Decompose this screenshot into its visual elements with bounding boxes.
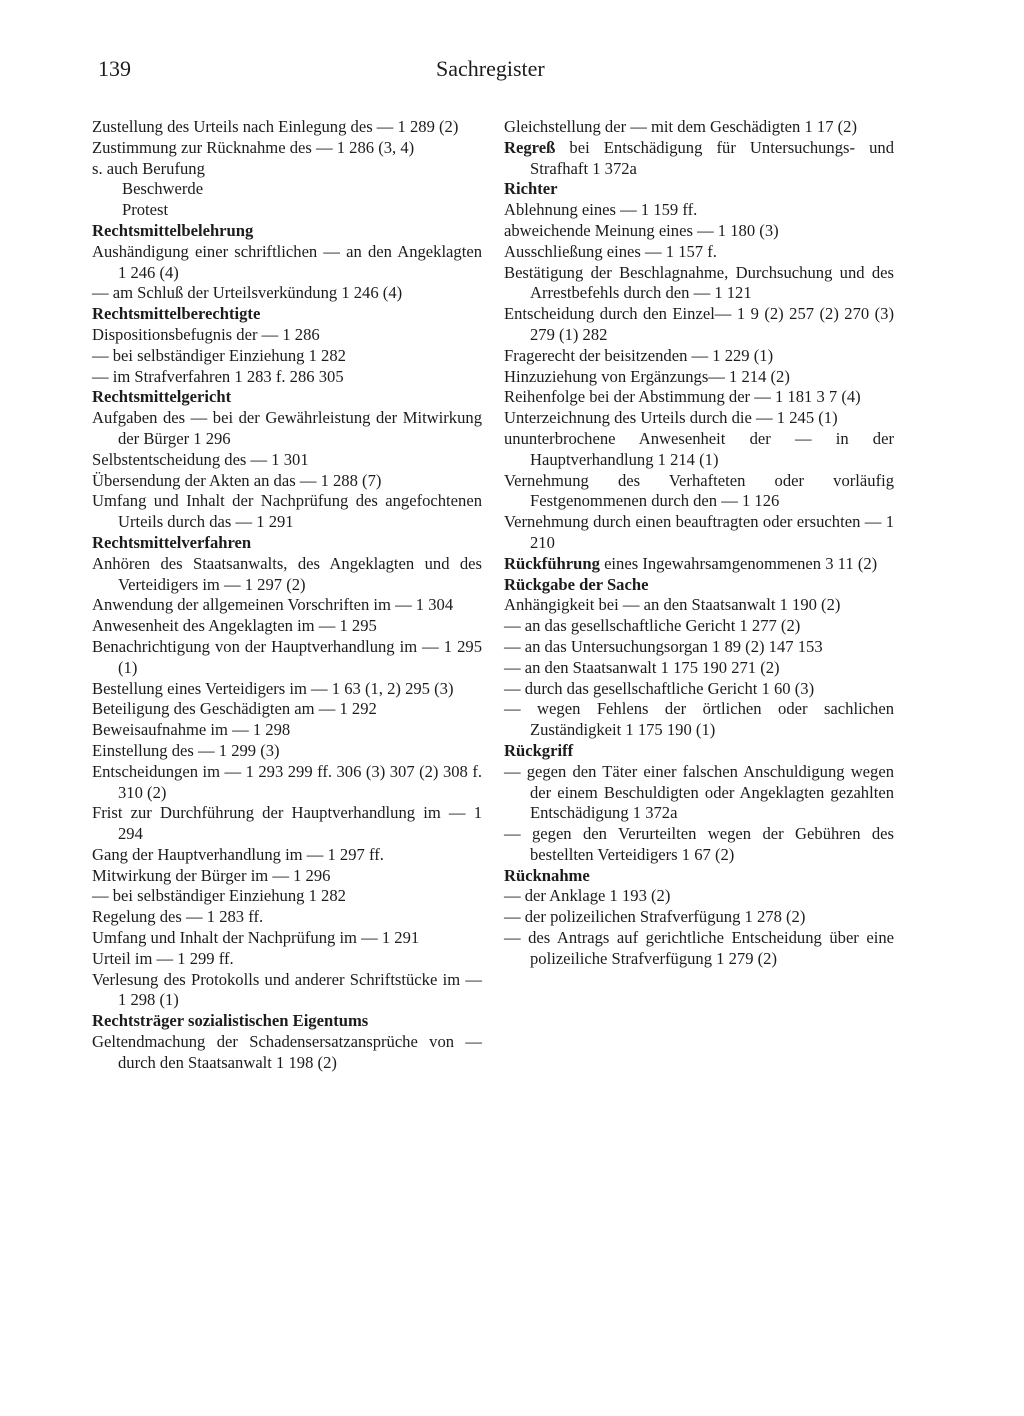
index-entry: Gang der Hauptverhandlung im — 1 297 ff. bbox=[92, 844, 384, 864]
index-entry: — des Antrags auf gerichtliche Entscheidung über eine polizeiliche Strafverfügung 1 279 (2) bbox=[504, 928, 894, 968]
index-entry: — der Anklage 1 193 (2) bbox=[504, 886, 671, 906]
index-column-left bbox=[92, 117, 482, 1074]
index-entry: Benachrichtigung von der Hauptverhandlung im — 1 295 (1) bbox=[92, 636, 482, 677]
index-heading: Rechtsmittelgericht bbox=[92, 387, 232, 407]
index-entry: Anwendung der allgemeinen Vorschriften im — 1 304 bbox=[92, 595, 454, 615]
index-entry: Bestellung eines Verteidigers im — 1 63 (1, 2) 295 (3) bbox=[92, 678, 454, 698]
index-entry: s. auch Berufung bbox=[92, 158, 205, 178]
index-entry: Selbstentscheidung des — 1 301 bbox=[92, 449, 309, 469]
index-entry: Geltendmachung der Schadensersatzansprüche von — durch den Staatsanwalt 1 198 (2) bbox=[92, 1032, 482, 1072]
page-number: 139 bbox=[98, 56, 131, 81]
index-entry: Vernehmung des Verhafteten oder vorläufig Festgenommenen durch den — 1 126 bbox=[504, 470, 894, 511]
index-entry: Vernehmung durch einen beauftragten oder ersuchten — 1 210 bbox=[504, 512, 894, 552]
index-entry: Entscheidung durch den Einzel— 1 9 (2) 257 (2) 270 (3) 279 (1) 282 bbox=[504, 304, 894, 344]
index-entry: — bei selbständiger Einziehung 1 282 bbox=[92, 886, 346, 906]
index-entry: — wegen Fehlens der örtlichen oder sachlichen Zuständigkeit 1 175 190 (1) bbox=[504, 699, 894, 740]
index-entry: — an den Staatsanwalt 1 175 190 271 (2) bbox=[504, 657, 780, 677]
index-heading: Rechtsträger sozialistischen Eigentums bbox=[92, 1011, 369, 1031]
index-entry: Entscheidungen im — 1 293 299 ff. 306 (3) 307 (2) 308 f. 310 (2) bbox=[92, 761, 482, 802]
index-entry: — durch das gesellschaftliche Gericht 1 60 (3) bbox=[504, 678, 815, 698]
index-entry: Anhören des Staatsanwalts, des Angeklagten und des Verteidigers im — 1 297 (2) bbox=[92, 553, 482, 594]
index-entry: Fragerecht der beisitzenden — 1 229 (1) bbox=[504, 345, 774, 365]
index-heading: Rücknahme bbox=[504, 865, 590, 885]
index-entry: — am Schluß der Urteilsverkündung 1 246 (4) bbox=[92, 283, 403, 303]
page-title: Sachregister bbox=[436, 56, 545, 81]
index-entry: Beweisaufnahme im — 1 298 bbox=[92, 720, 291, 740]
index-entry: — bei selbständiger Einziehung 1 282 bbox=[92, 345, 346, 365]
index-entry: Übersendung der Akten an das — 1 288 (7) bbox=[92, 470, 382, 490]
index-heading: Rückgabe der Sache bbox=[504, 574, 649, 594]
index-entry: — der polizeilichen Strafverfügung 1 278 (2) bbox=[504, 907, 806, 927]
index-entry: Aufgaben des — bei der Gewährleistung der Mitwirkung der Bürger 1 296 bbox=[92, 408, 482, 448]
index-entry: Unterzeichnung des Urteils durch die — 1 245 (1) bbox=[504, 408, 838, 428]
index-entry: Beteiligung des Geschädigten am — 1 292 bbox=[92, 699, 377, 719]
index-entry: Aushändigung einer schriftlichen — an den Angeklagten 1 246 (4) bbox=[92, 241, 482, 282]
index-entry: Bestätigung der Beschlagnahme, Durchsuchung und des Arrestbefehls durch den — 1 121 bbox=[504, 262, 894, 303]
index-entry: Hinzuziehung von Ergänzungs— 1 214 (2) bbox=[504, 366, 790, 386]
index-entry: — an das gesellschaftliche Gericht 1 277 (2) bbox=[504, 616, 801, 636]
index-entry: Regreß bei Entschädigung für Untersuchungs- und Strafhaft 1 372a bbox=[504, 137, 894, 178]
index-entry: — an das Untersuchungsorgan 1 89 (2) 147 153 bbox=[504, 636, 823, 656]
index-entry: Beschwerde bbox=[122, 179, 204, 199]
index-entry: Anwesenheit des Angeklagten im — 1 295 bbox=[92, 616, 377, 636]
index-entry: — gegen den Täter einer falschen Anschuldigung wegen der einem Beschuldigten oder Angeklagten gezahlten Entschädigung 1 372a bbox=[504, 761, 894, 823]
index-entry: Protest bbox=[122, 200, 169, 220]
index-heading: Richter bbox=[504, 179, 558, 199]
index-entry: ununterbrochene Anwesenheit der — in der Hauptverhandlung 1 214 (1) bbox=[504, 428, 894, 469]
index-entry: Rückführung eines Ingewahrsamgenommenen 3 11 (2) bbox=[504, 553, 878, 573]
index-heading: Rückgriff bbox=[504, 740, 574, 760]
index-entry: Reihenfolge bei der Abstimmung der — 1 181 3 7 (4) bbox=[504, 387, 861, 407]
index-entry: Regelung des — 1 283 ff. bbox=[92, 907, 264, 927]
index-entry: — gegen den Verurteilten wegen der Gebühren des bestellten Verteidigers 1 67 (2) bbox=[504, 824, 894, 864]
index-entry: Ablehnung eines — 1 159 ff. bbox=[504, 200, 698, 220]
index-entry: Verlesung des Protokolls und anderer Schriftstücke im — 1 298 (1) bbox=[92, 969, 482, 1010]
index-entry: — im Strafverfahren 1 283 f. 286 305 bbox=[92, 366, 344, 386]
index-entry: Anhängigkeit bei — an den Staatsanwalt 1 190 (2) bbox=[504, 595, 841, 615]
index-entry: Mitwirkung der Bürger im — 1 296 bbox=[92, 865, 331, 885]
index-heading: Rechtsmittelbelehrung bbox=[92, 220, 254, 240]
index-entry: Ausschließung eines — 1 157 f. bbox=[504, 241, 717, 261]
index-entry: abweichende Meinung eines — 1 180 (3) bbox=[504, 220, 779, 240]
index-entry: Frist zur Durchführung der Hauptverhandlung im — 1 294 bbox=[92, 803, 482, 844]
index-entry: Zustellung des Urteils nach Einlegung des — 1 289 (2) bbox=[92, 117, 459, 136]
index-heading: Rechtsmittelverfahren bbox=[92, 532, 252, 552]
index-heading: Rechtsmittelberechtigte bbox=[92, 304, 261, 324]
index-entry: Gleichstellung der — mit dem Geschädigten 1 17 (2) bbox=[504, 117, 857, 136]
index-entry: Zustimmung zur Rücknahme des — 1 286 (3, 4) bbox=[92, 137, 415, 157]
index-entry: Umfang und Inhalt der Nachprüfung im — 1 291 bbox=[92, 928, 420, 948]
index-entry: Umfang und Inhalt der Nachprüfung des angefochtenen Urteils durch das — 1 291 bbox=[92, 491, 482, 532]
index-column-right bbox=[504, 117, 894, 970]
index-entry: Einstellung des — 1 299 (3) bbox=[92, 740, 280, 760]
index-entry: Dispositionsbefugnis der — 1 286 bbox=[92, 324, 320, 344]
index-entry: Urteil im — 1 299 ff. bbox=[92, 948, 234, 968]
